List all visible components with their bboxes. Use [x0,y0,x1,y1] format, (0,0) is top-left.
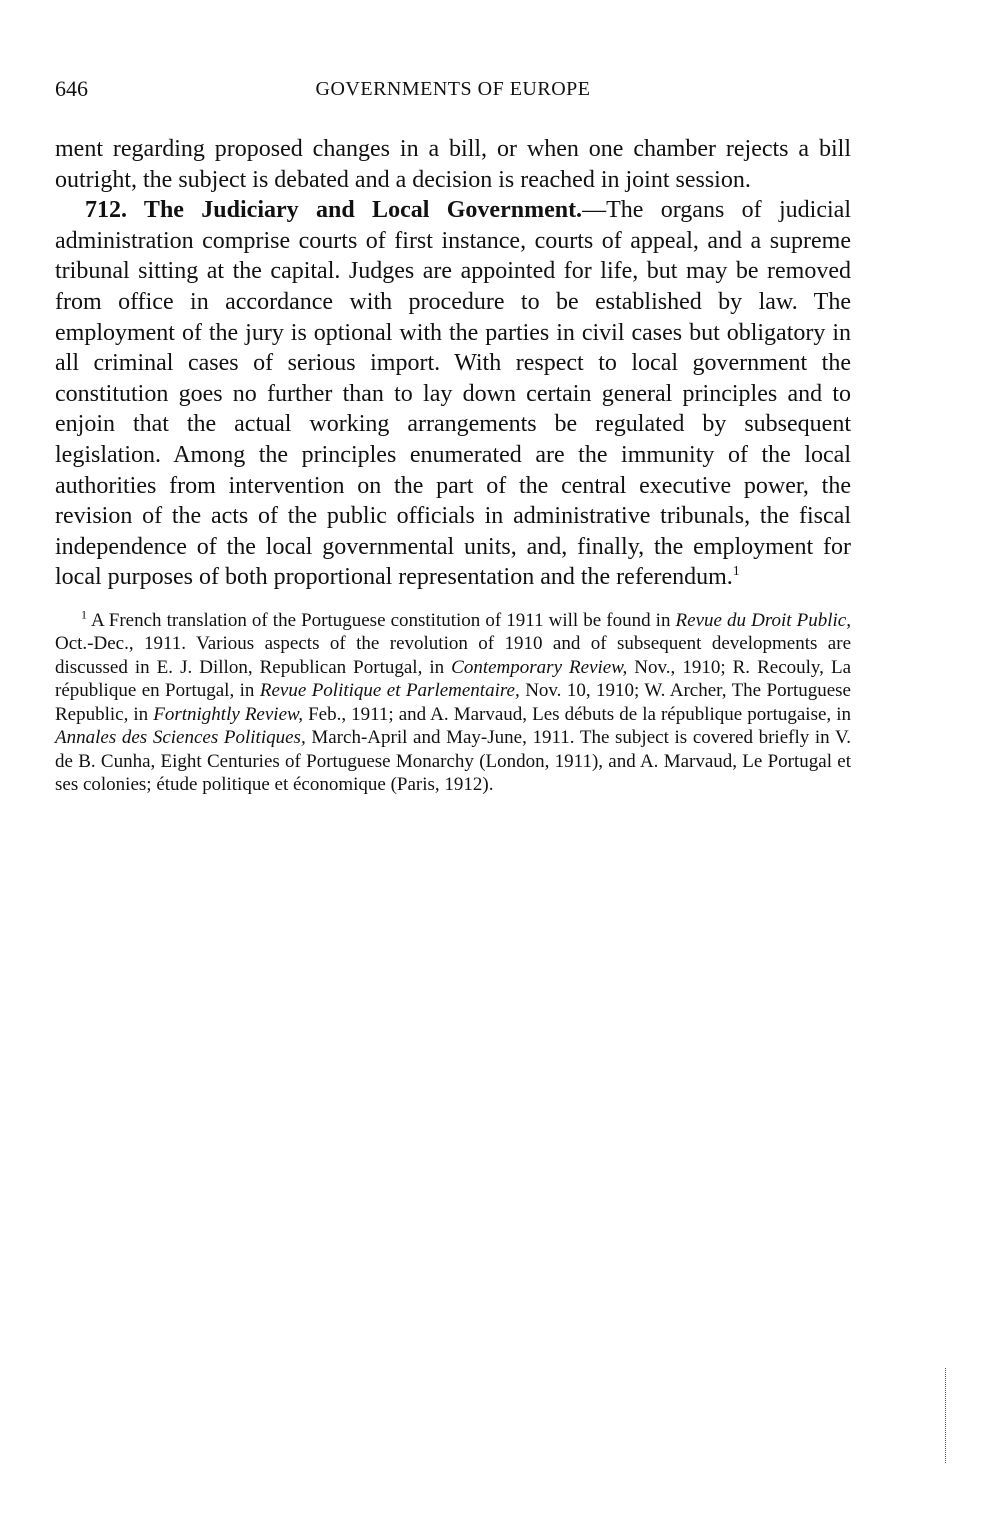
footnote-text: Nov. 10, 1910; W. Archer, The Portuguese Republic, in [55,680,851,725]
book-page [55,72,851,797]
footnote-text: A French translation of the Portuguese constitution of 1911 will be found in [91,609,676,631]
footnote-mark: 1 [81,607,87,622]
continuation-paragraph: ment regarding proposed changes in a bill, or when one chamber rejects a bill outright, the subject is debated and a decision is reached in joint session. [55,136,851,193]
running-title: GOVERNMENTS OF EUROPE [315,78,591,100]
section-712-paragraph [55,195,851,593]
journal-title: Fortnightly Review, [153,703,304,725]
running-head [55,72,851,106]
footnote-text: Nov., 1910; R. Recouly, La république en Portugal, in [55,656,852,702]
journal-title: Annales des Sciences Politiques, [55,727,306,749]
footnote-reference[interactable]: 1 [732,564,740,580]
section-heading: 712. The Judiciary and Local Government. [85,197,583,224]
footnote-text: Oct.-Dec., 1911. Various aspects of the revolution of 1910 and of subsequent developments are discussed in E. J. Dillon, Republican Portugal, in [55,633,851,678]
footnote-text: March-April and May-June, 1911. The subject is covered briefly in V. de B. Cunha, Eight Centuries of Portuguese Monarchy (London, 1911), and A. Marvaud, Le Portugal et ses colonies; étude politique et économique (Paris, 1912). [55,727,851,796]
journal-title: Contemporary Review, [451,656,628,678]
footnote [55,609,851,797]
footnote-text: Feb., 1911; and A. Marvaud, Les débuts de la république portugaise, in [303,703,851,725]
page-number: 646 [55,76,88,101]
journal-title: Revue du Droit Public, [675,609,851,631]
section-text: —The organs of judicial administration comprise courts of first instance, courts of appeal, and a supreme tribunal sitting at the capital. Judges are appointed for life, but may be removed from office in accordance with procedure to be established by law. The employment of the jury is optional with the parties in civil cases but obligatory in all criminal cases of serious import. With respect to local government the constitution goes no further than to lay down certain general principles and to enjoin that the actual working arrangements be regulated by subsequent legislation. Among the principles enumerated are the immunity of the local authorities from intervention on the part of the central executive power, the revision of the acts of the public officials in administrative tribunals, the fiscal independence of the local governmental units, and, finally, the employment for local purposes of both proportional representation and the referendum. [55,197,851,591]
journal-title: Revue Politique et Parlementaire, [259,680,520,702]
body-text [55,134,851,593]
scan-margin-mark [945,1368,948,1463]
